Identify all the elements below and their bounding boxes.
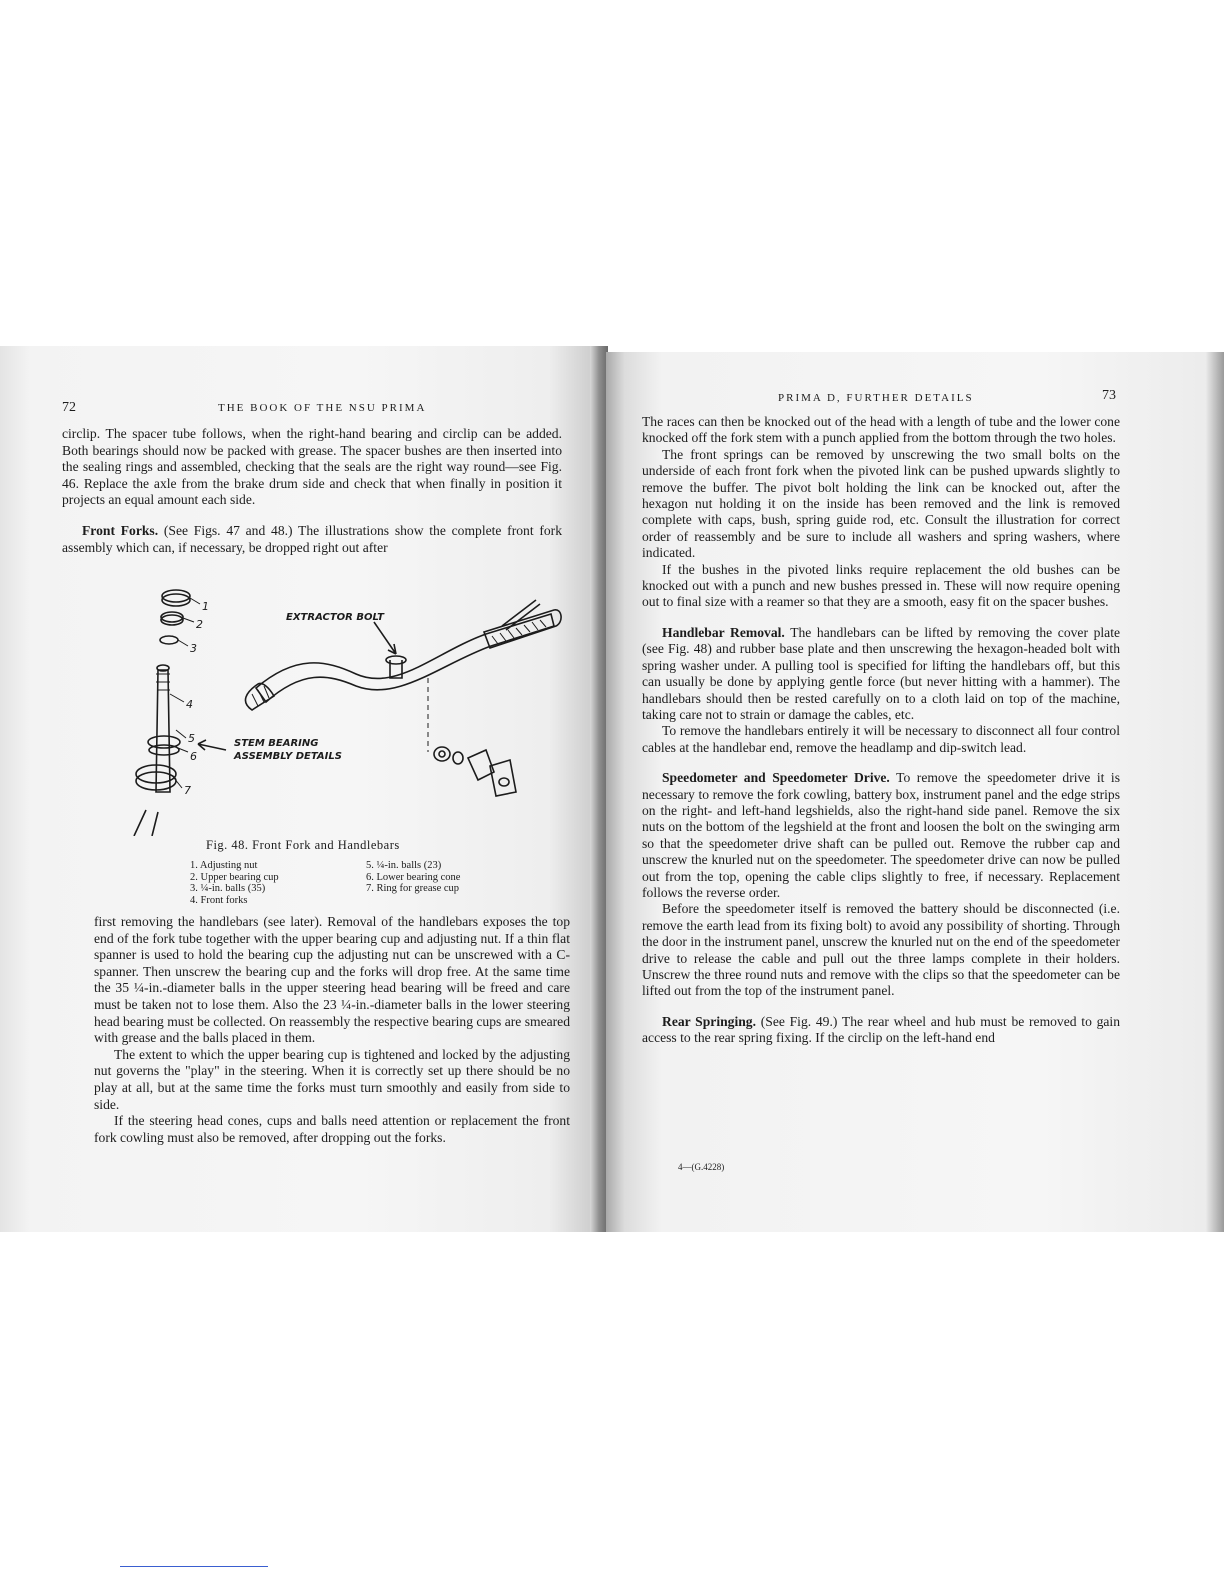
right-page	[606, 352, 1224, 1232]
paragraph: The front springs can be removed by unscrewing the two small bolts on the underside of each front fork when the pivoted link can be pushed upwards slightly to remove the buffer. The pivot bolt holding the link can be knocked out, after the hexagon nut holding it on the inside has been removed and the link is removed complete with caps, bush, spring guide rod, etc. Consult the illustration for correct order of reassembly and be sure to include all washers and spring washers, where indicated.	[642, 446, 1120, 561]
washer-part	[434, 747, 450, 761]
extractor-bolt-label: EXTRACTOR BOLT	[286, 612, 384, 623]
part-number-label: 2	[196, 618, 203, 631]
paragraph: If the bushes in the pivoted links require replacement the old bushes can be knocked out with a punch and new bushes pressed in. These will now require opening out to final size with a reamer so that they are a smooth, easy fit on the spacer bushes.	[642, 561, 1120, 610]
legend-item: 4. Front forks	[190, 894, 248, 906]
front-forks-paragraph	[62, 523, 562, 556]
legend-item: 2. Upper bearing cup	[190, 871, 279, 883]
book-gutter	[588, 346, 608, 1232]
extractor-bolt-part	[386, 656, 406, 664]
figure-legend-left	[190, 860, 279, 906]
cover-plate-part	[468, 750, 494, 780]
part-number-label: 5	[188, 732, 195, 745]
section-heading: Handlebar Removal.	[662, 624, 785, 640]
body-text-top	[62, 426, 562, 556]
section-heading: Rear Springing.	[662, 1013, 756, 1029]
body-text-bottom	[94, 914, 570, 1146]
left-grip	[245, 684, 274, 711]
paragraph: Before the speedometer itself is removed the battery should be disconnected (i.e. remove the earth lead from its fixing bolt) to avoid any possibility of shorting. Through the door in the instrument panel, unscrew the knurled nut on the end of the speedometer drive to release the cable and pull out the three lamps complete in their holders. Unscrew the three round nuts and remove with the clips so that the speedometer can be lifted out from the top of the instrument panel.	[642, 901, 1120, 999]
legend-item: 6. Lower bearing cone	[366, 871, 461, 883]
stem-bearing-label: STEM BEARING	[234, 738, 319, 749]
footnote-rule	[120, 1566, 268, 1567]
part-number-label: 3	[190, 642, 197, 655]
legend-item: 3. ¼-in. balls (35)	[190, 883, 266, 895]
legend-item: 1. Adjusting nut	[190, 860, 258, 871]
part-number-label: 7	[184, 784, 191, 797]
speedometer-paragraph	[642, 770, 1120, 901]
paragraph: first removing the handlebars (see later). Removal of the handlebars exposes the top end of the fork tube together with the upper bearing cup and adjusting nut. If a thin flat spanner is used to hold the bearing cup the adjusting nut can be unscrewed with a C-spanner. Then unscrew the bearing cup and the forks will drop free. At the same time the 35 ¼-in.-diameter balls in the upper steering head bearing will be freed and care must be taken not to lose them. Also the 23 ¼-in.-diameter balls in the lower steering head bearing must be collected. On reassembly the respective bearing cups are smeared with grease and the balls placed in them.	[94, 914, 570, 1046]
left-page	[0, 346, 590, 1232]
handlebar-removal-paragraph	[642, 625, 1120, 723]
rear-springing-paragraph	[642, 1014, 1120, 1047]
section-heading: Front Forks.	[82, 522, 159, 538]
paragraph: To remove the handlebars entirely it will be necessary to disconnect all four control cables at the handlebar end, remove the headlamp and dip-switch lead.	[642, 723, 1120, 755]
assembly-details-label: ASSEMBLY DETAILS	[234, 751, 342, 762]
figure-legend-right	[366, 860, 460, 895]
paragraph-text: The handlebars can be lifted by removing the cover plate (see Fig. 48) and rubber base plate and then unscrewing the hexagon-headed bolt with spring washer under. A pulling tool is specified for lifting the handlebars off, but this can usually be done by applying gentle force (but never hitting with a hammer). The handlebars should then be rested carefully on to a cloth laid on top of the machine, taking care not to strain or damage the cables, etc.	[642, 624, 1121, 722]
paragraph: If the steering head cones, cups and balls need attention or replacement the front fork cowling must also be removed, after dropping out the forks.	[94, 1113, 570, 1145]
page-number: 73	[1102, 388, 1116, 403]
right-grip	[484, 610, 561, 648]
fork-handlebar-figure	[106, 582, 566, 836]
page-number: 72	[62, 400, 76, 415]
balls-ring-part	[160, 636, 178, 644]
paragraph-text: To remove the speedometer drive it is necessary to remove the fork cowling, battery box, instrument panel and the edge strips on the right- and left-hand legshields, also the right-hand side panel. Remove the six nuts on the bottom of the legshield at the front and loosen the bolt on the swinging arm so that the speedometer drive shaft can be pulled out. Remove the rubber cap and unscrew the knurled nut on the speedometer. The speedometer drive can now be pulled out from the top, opening the cable clips slightly to free, if necessary. Replacement follows the reverse order.	[642, 770, 1121, 900]
paragraph-text: (See Figs. 47 and 48.) The illustrations show the complete front fork assembly which can, if necessary, be dropped right out after	[62, 522, 562, 555]
figure-caption: Fig. 48. Front Fork and Handlebars	[206, 838, 400, 852]
body-text	[642, 414, 1120, 1047]
part-number-label: 4	[186, 698, 193, 711]
part-number-label: 6	[190, 750, 197, 763]
part-number-label: 1	[202, 600, 209, 613]
printer-signature: 4—(G.4228)	[678, 1162, 725, 1172]
legend-item: 7. Ring for grease cup	[366, 883, 460, 895]
paragraph: The extent to which the upper bearing cup is tightened and locked by the adjusting nut governs the "play" in the steering. When it is correctly set up there should be no play at all, but at the same time the forks must turn smoothly and easily from side to side.	[94, 1046, 570, 1112]
running-head: PRIMA D, FURTHER DETAILS	[778, 392, 974, 404]
paragraph: The races can then be knocked out of the head with a length of tube and the lower cone knocked off the fork stem with a punch applied from the bottom through the two holes.	[642, 414, 1120, 446]
paragraph: circlip. The spacer tube follows, when the right-hand bearing and circlip can be added. Both bearings should now be packed with grease. The spacer bushes are then inserted into the sealing rings and assembled, checking that the seals are the right way round—see Fig. 46. Replace the axle from the brake drum side and check that when finally in position it projects an equal amount each side.	[62, 426, 562, 508]
paragraph-text: (See Fig. 49.) The rear wheel and hub must be removed to gain access to the rear spring fixing. If the circlip on the left-hand end	[642, 1013, 1121, 1046]
legend-item: 5. ¼-in. balls (23)	[366, 860, 442, 871]
running-head: THE BOOK OF THE NSU PRIMA	[218, 402, 427, 414]
section-heading: Speedometer and Speedometer Drive.	[662, 770, 890, 786]
